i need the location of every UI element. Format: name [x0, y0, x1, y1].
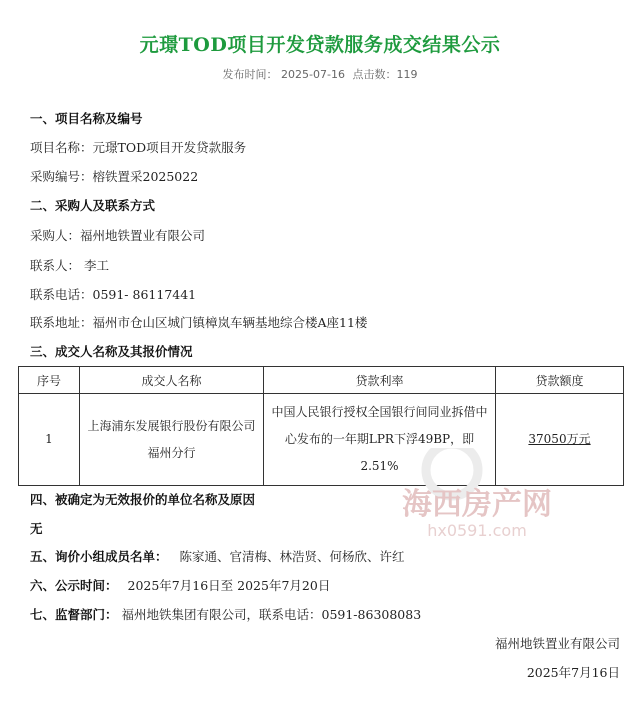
- section-7-label: 七、监督部门：: [30, 607, 118, 622]
- section-5: [30, 547, 405, 565]
- no-invalid-bids: 无: [30, 521, 43, 536]
- section-7: [30, 605, 421, 623]
- header-amount: 贷款额度: [496, 367, 624, 394]
- project-number: 采购编号：榕铁置采2025022: [30, 169, 199, 184]
- contact-person: 联系人： 李工: [30, 258, 109, 273]
- click-count: 点击数：119: [352, 68, 418, 81]
- publicity-period: 2025年7月16日至 2025年7月20日: [127, 578, 331, 593]
- section-6-label: 六、公示时间：: [30, 578, 118, 593]
- header-no: 序号: [19, 367, 80, 394]
- header-name: 成交人名称: [80, 367, 264, 394]
- section-3-heading: 三、成交人名称及其报价情况: [30, 344, 193, 359]
- section-5-label: 五、询价小组成员名单：: [30, 549, 168, 564]
- publish-meta: [0, 66, 640, 82]
- signature-org: 福州地铁置业有限公司: [494, 636, 620, 651]
- page-title: 元璟TOD项目开发贷款服务成交结果公示: [139, 34, 501, 56]
- contact-address: 联系地址：福州市仓山区城门镇樟岚车辆基地综合楼A座11楼: [30, 315, 368, 330]
- header-rate: 贷款利率: [264, 367, 496, 394]
- purchaser: 采购人：福州地铁置业有限公司: [30, 228, 206, 243]
- cell-no: 1: [19, 394, 80, 486]
- publish-time: 发布时间： 2025-07-16: [222, 68, 345, 81]
- supervisor: 福州地铁集团有限公司，联系电话：0591-86308083: [121, 607, 422, 622]
- section-6: [30, 576, 330, 594]
- contact-phone: 联系电话：0591- 86117441: [30, 287, 197, 302]
- cell-rate: 中国人民银行授权全国银行间同业拆借中心发布的一年期LPR下浮49BP，即2.51%: [264, 394, 496, 486]
- panel-members: 陈家通、官清梅、林浩贤、何杨欣、许红: [179, 549, 405, 564]
- watermark-text: 海西房产网: [402, 487, 552, 522]
- watermark-url: hx0591.com: [427, 521, 527, 540]
- project-name: 项目名称：元璟TOD项目开发贷款服务: [30, 140, 247, 155]
- signature-date: 2025年7月16日: [526, 665, 620, 680]
- cell-name: 上海浦东发展银行股份有限公司福州分行: [80, 394, 264, 486]
- section-4-heading: 四、被确定为无效报价的单位名称及原因: [30, 492, 256, 507]
- loan-amount: 37050万元: [528, 432, 591, 446]
- section-1-heading: 一、项目名称及编号: [30, 111, 143, 126]
- watermark: [382, 448, 572, 548]
- table-header-row: [19, 367, 624, 394]
- section-2-heading: 二、采购人及联系方式: [30, 198, 156, 213]
